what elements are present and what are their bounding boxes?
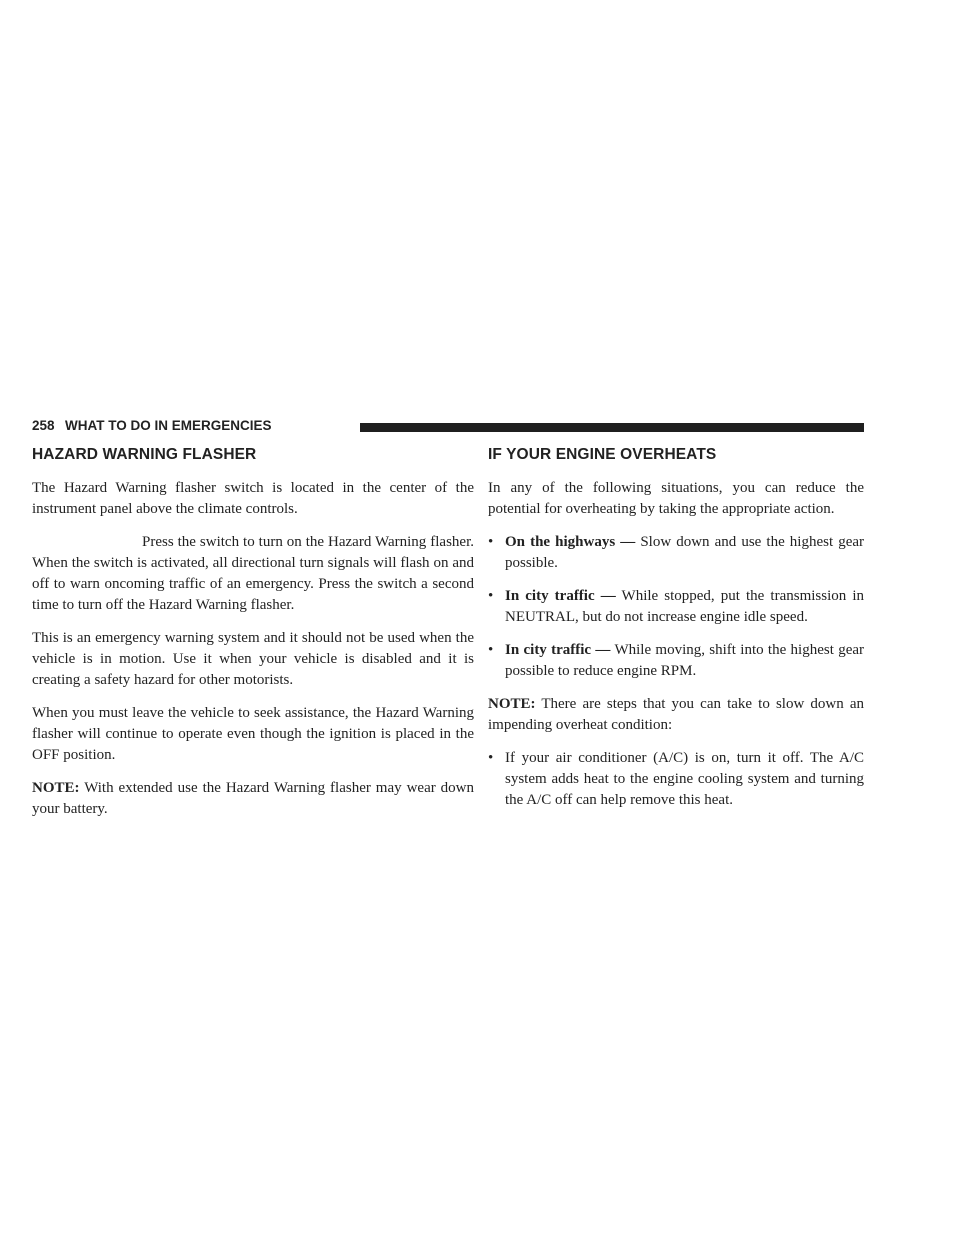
item-text: While moving, shift into the highest gear possible to reduce engine RPM. — [505, 642, 865, 679]
item-lead: In city traffic — — [505, 588, 616, 604]
note-label: NOTE: — [488, 696, 536, 712]
overheat-intro: In any of the following situations, you can reduce the potential for overheating by taking the appropriate action. — [488, 480, 864, 517]
page-number: 258 — [32, 418, 55, 433]
item-lead: In city traffic — — [505, 642, 611, 658]
list-item — [488, 586, 864, 628]
bullet-glyph: • — [488, 642, 494, 658]
item-text: While stopped, put the transmission in NEUTRAL, but do not increase engine idle speed. — [505, 588, 864, 625]
section-title: WHAT TO DO IN EMERGENCIES — [65, 418, 272, 433]
overheat-situations-list — [488, 532, 864, 682]
overheat-steps-list — [488, 748, 864, 811]
bullet-glyph: • — [488, 588, 494, 604]
right-column — [488, 440, 864, 823]
note-label: NOTE: — [32, 780, 80, 796]
overheat-heading: IF YOUR ENGINE OVERHEATS — [488, 446, 717, 463]
item-lead: On the highways — — [505, 534, 636, 550]
hazard-ignition-paragraph: When you must leave the vehicle to seek assistance, the Hazard Warning flasher will continue to operate even though the ignition is placed in the OFF position. — [32, 705, 474, 763]
left-column — [32, 440, 474, 832]
note-text: There are steps that you can take to slow down an impending overheat condition: — [488, 696, 864, 733]
page-header — [32, 416, 864, 436]
hazard-switch-paragraph: Press the switch to turn on the Hazard Warning flasher. When the switch is activated, all directional turn signals will flash on and off to warn oncoming traffic of an emergency. Press the switch a second time to turn off the Hazard Warning flasher. — [32, 534, 474, 613]
list-item — [488, 640, 864, 682]
hazard-location-paragraph: The Hazard Warning flasher switch is located in the center of the instrument panel above the climate controls. — [32, 480, 474, 517]
list-item — [488, 532, 864, 574]
hazard-usage-paragraph: This is an emergency warning system and it should not be used when the vehicle is in motion. Use it when your vehicle is disabled and it is creating a safety hazard for other motorists. — [32, 630, 474, 688]
bullet-glyph: • — [488, 534, 494, 550]
hazard-heading: HAZARD WARNING FLASHER — [32, 446, 257, 463]
overheat-note — [488, 694, 864, 736]
note-text: With extended use the Hazard Warning flasher may wear down your battery. — [32, 780, 474, 817]
hazard-note — [32, 778, 474, 820]
item-text: Slow down and use the highest gear possible. — [505, 534, 865, 571]
item-text: If your air conditioner (A/C) is on, turn it off. The A/C system adds heat to the engine cooling system and turning the A/C off can help remove this heat. — [505, 750, 864, 808]
header-rule — [360, 423, 864, 432]
bullet-glyph: • — [488, 750, 494, 766]
list-item — [488, 748, 864, 811]
